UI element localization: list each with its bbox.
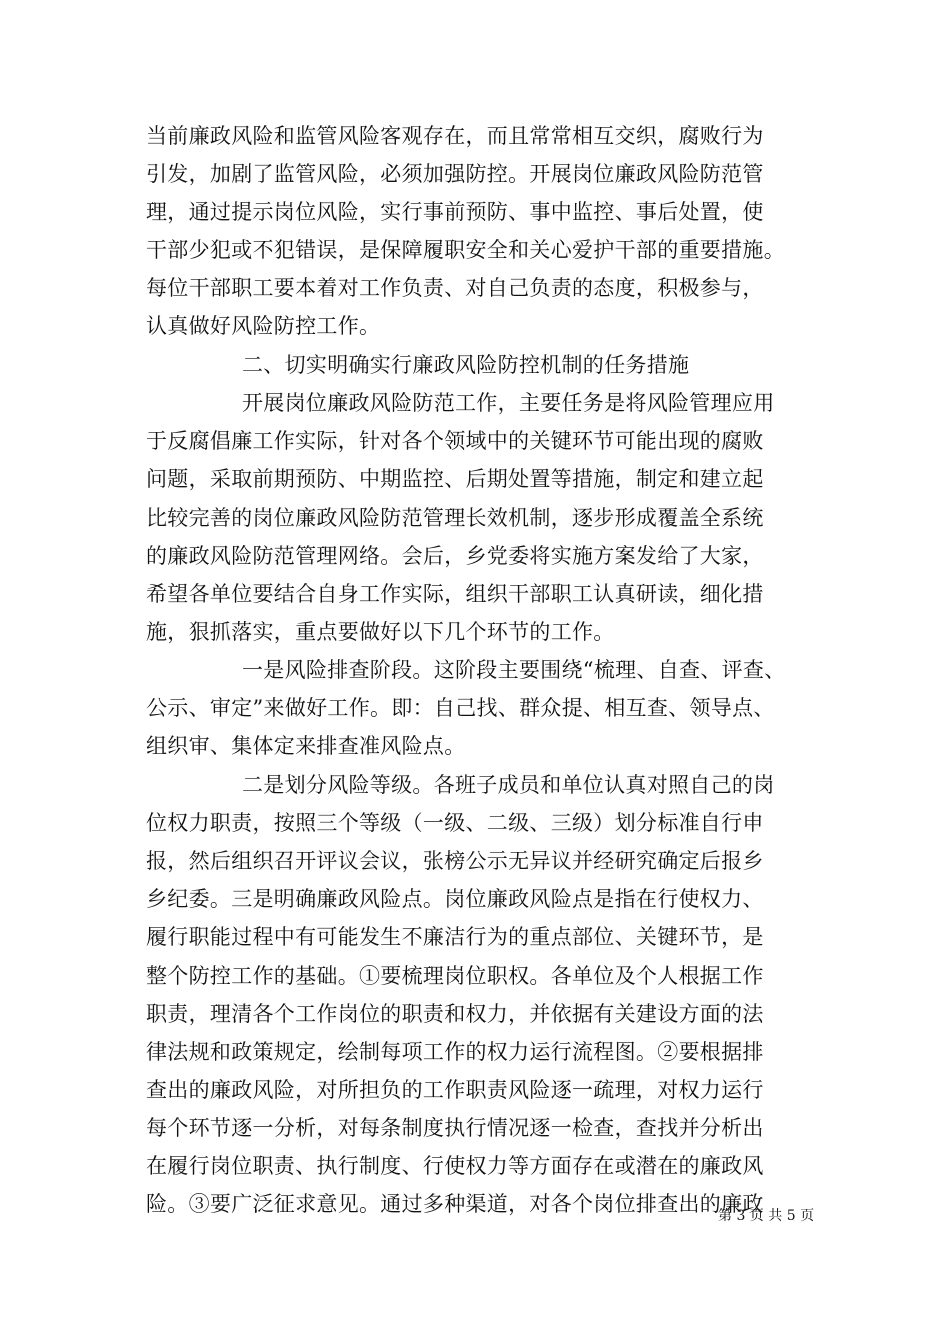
body-line: 开展岗位廉政风险防范工作，主要任务是将风险管理应用: [242, 391, 775, 415]
body-line: 每个环节逐一分析，对每条制度执行情况逐一检查，查找并分析出: [146, 1116, 764, 1140]
body-line: 施，狠抓落实，重点要做好以下几个环节的工作。: [146, 620, 615, 644]
body-line: 每位干部职工要本着对工作负责、对自己负责的态度，积极参与，: [146, 276, 764, 300]
body-line: 理，通过提示岗位风险，实行事前预防、事中监控、事后处置，使: [146, 200, 764, 224]
body-line: 在履行岗位职责、执行制度、行使权力等方面存在或潜在的廉政风: [146, 1154, 764, 1178]
body-line: 比较完善的岗位廉政风险防范管理长效机制，逐步形成覆盖全系统: [146, 506, 764, 530]
body-line: 于反腐倡廉工作实际，针对各个领域中的关键环节可能出现的腐败: [146, 429, 764, 453]
body-line: 乡纪委。三是明确廉政风险点。岗位廉政风险点是指在行使权力、: [146, 887, 764, 911]
body-line: 的廉政风险防范管理网络。会后，乡党委将实施方案发给了大家，: [146, 544, 764, 568]
body-line: 问题，采取前期预防、中期监控、后期处置等措施，制定和建立起: [146, 467, 764, 491]
body-line: 险。③要广泛征求意见。通过多种渠道，对各个岗位排查出的廉政: [146, 1192, 764, 1216]
body-line: 引发，加剧了监管风险，必须加强防控。开展岗位廉政风险防范管: [146, 162, 764, 186]
body-line: 认真做好风险防控工作。: [146, 314, 381, 338]
body-line: 二是划分风险等级。各班子成员和单位认真对照自己的岗: [242, 773, 775, 797]
body-line: 当前廉政风险和监管风险客观存在，而且常常相互交织，腐败行为: [146, 124, 764, 148]
body-line: 职责，理清各个工作岗位的职责和权力，并依据有关建设方面的法: [146, 1002, 764, 1026]
body-line: 一是风险排查阶段。这阶段主要围绕“梳理、自查、评查、: [242, 658, 786, 682]
page-number-footer: 第 3 页 共 5 页: [718, 1208, 815, 1224]
body-line: 报，然后组织召开评议会议，张榜公示无异议并经研究确定后报乡: [146, 849, 764, 873]
section-heading: 二、切实明确实行廉政风险防控机制的任务措施: [242, 353, 690, 377]
body-line: 整个防控工作的基础。①要梳理岗位职权。各单位及个人根据工作: [146, 964, 764, 988]
body-line: 公示、审定”来做好工作。即：自己找、群众提、相互查、领导点、: [146, 696, 775, 720]
body-line: 组织审、集体定来排查准风险点。: [146, 734, 466, 758]
body-line: 履行职能过程中有可能发生不廉洁行为的重点部位、关键环节，是: [146, 925, 764, 949]
body-line: 律法规和政策规定，绘制每项工作的权力运行流程图。②要根据排: [146, 1040, 764, 1064]
body-line: 查出的廉政风险，对所担负的工作职责风险逐一疏理，对权力运行: [146, 1078, 764, 1102]
body-line: 希望各单位要结合自身工作实际，组织干部职工认真研读，细化措: [146, 582, 764, 606]
body-line: 位权力职责，按照三个等级（一级、二级、三级）划分标准自行申: [146, 811, 764, 835]
body-line: 干部少犯或不犯错误，是保障履职安全和关心爱护干部的重要措施。: [146, 238, 785, 262]
